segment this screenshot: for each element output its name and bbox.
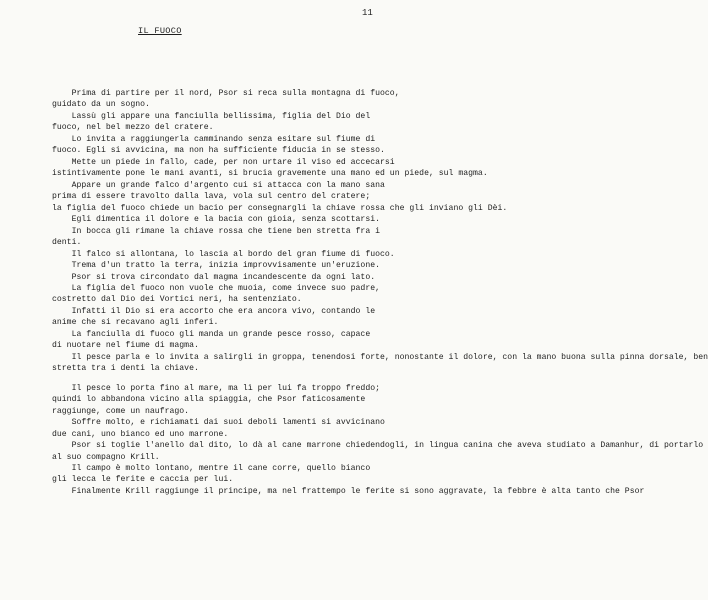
text-line: Il campo è molto lontano, mentre il cane corre, quello bianco xyxy=(52,464,371,473)
text-line: due cani, uno bianco ed uno marrone. xyxy=(52,429,229,439)
text-line: guidato da un sogno. xyxy=(52,100,150,110)
text-line: Il pesce lo porta fino al mare, ma lì per lui fa troppo freddo; xyxy=(52,383,381,393)
text-line: fuoco. Egli si avvicina, ma non ha sufficiente fiducia in se stesso. xyxy=(52,146,385,156)
text-line: Il falco si allontana, lo lascia al bordo del gran fiume di fuoco. xyxy=(52,249,395,259)
text-line: Psor si trova circondato dal magma incandescente da ogni lato. xyxy=(52,272,376,282)
text-line: Psor si toglie l'anello dal dito, lo dà al cane marrone chiedendogli, in lingua canina che aveva studiato a Damanhur, di portarlo xyxy=(52,441,704,451)
text-line: Prima di partire per il nord, Psor si reca sulla montagna di fuoco, xyxy=(52,89,400,98)
paragraph-gap xyxy=(52,375,392,383)
text-line: Soffre molto, e richiamati dai suoi deboli lamenti si avvicinano xyxy=(52,418,385,428)
text-line: gli lecca le ferite e caccia per lui. xyxy=(52,475,234,485)
text-line: Lassù gli appare una fanciulla bellissima, figlia del Dio del xyxy=(52,111,371,121)
text-line: In bocca gli rimane la chiave rossa che tiene ben stretta fra i xyxy=(52,226,381,236)
text-line: Finalmente Krill raggiunge il principe, ma nel frattempo le ferite si sono aggravate, la febbre è alta tanto che Psor xyxy=(52,486,645,496)
text-line: Lo invita a raggiungerla camminando senza esitare sul fiume di xyxy=(52,134,376,144)
text-line: Il pesce parla e lo invita a salirgli in groppa, tenendosi forte, nonostante il dolore, con la mano buona sulla pinna dorsale, ben xyxy=(52,352,708,362)
text-line: Egli dimentica il dolore e la bacia con gioia, senza scottarsi. xyxy=(52,215,381,225)
text-line: Appare un grande falco d'argento cui si attacca con la mano sana xyxy=(52,180,385,190)
text-line: fuoco, nel bel mezzo del cratere. xyxy=(52,123,214,133)
chapter-title: IL FUOCO xyxy=(138,26,182,36)
text-line: costretto dal Dio dei Vortici neri, ha sentenziato. xyxy=(52,295,302,305)
text-line: istintivamente pone le mani avanti, si brucia gravemente una mano ed un piede, sul magma. xyxy=(52,169,488,179)
text-line: anime che si recavano agli inferi. xyxy=(52,318,219,328)
text-line: al suo compagno Krill. xyxy=(52,452,160,462)
text-line: Infatti il Dio si era accorto che era ancora vivo, contando le xyxy=(52,306,376,316)
page-number: 11 xyxy=(362,8,373,18)
text-line: stretta tra i denti la chiave. xyxy=(52,364,199,374)
text-line: la figlia del fuoco chiede un bacio per consegnargli la chiave rossa che gli inviano gli Dèi. xyxy=(52,203,508,213)
text-line: Trema d'un tratto la terra, inizia improvvisamente un'eruzione. xyxy=(52,261,381,271)
text-line: prima di essere travolto dalla lava, vola sul centro del cratere; xyxy=(52,192,371,202)
text-line: raggiunge, come un naufrago. xyxy=(52,406,190,416)
text-line: Mette un piede in fallo, cade, per non urtare il viso ed accecarsi xyxy=(52,157,395,167)
text-line: La figlia del fuoco non vuole che muoia, come invece suo padre, xyxy=(52,283,381,293)
text-line: denti. xyxy=(52,238,82,248)
text-line: quindi lo abbandona vicino alla spiaggia, che Psor faticosamente xyxy=(52,395,366,405)
text-line: La fanciulla di fuoco gli manda un grande pesce rosso, capace xyxy=(52,329,371,339)
text-line: di nuotare nel fiume di magma. xyxy=(52,341,199,351)
body-text xyxy=(52,88,708,497)
